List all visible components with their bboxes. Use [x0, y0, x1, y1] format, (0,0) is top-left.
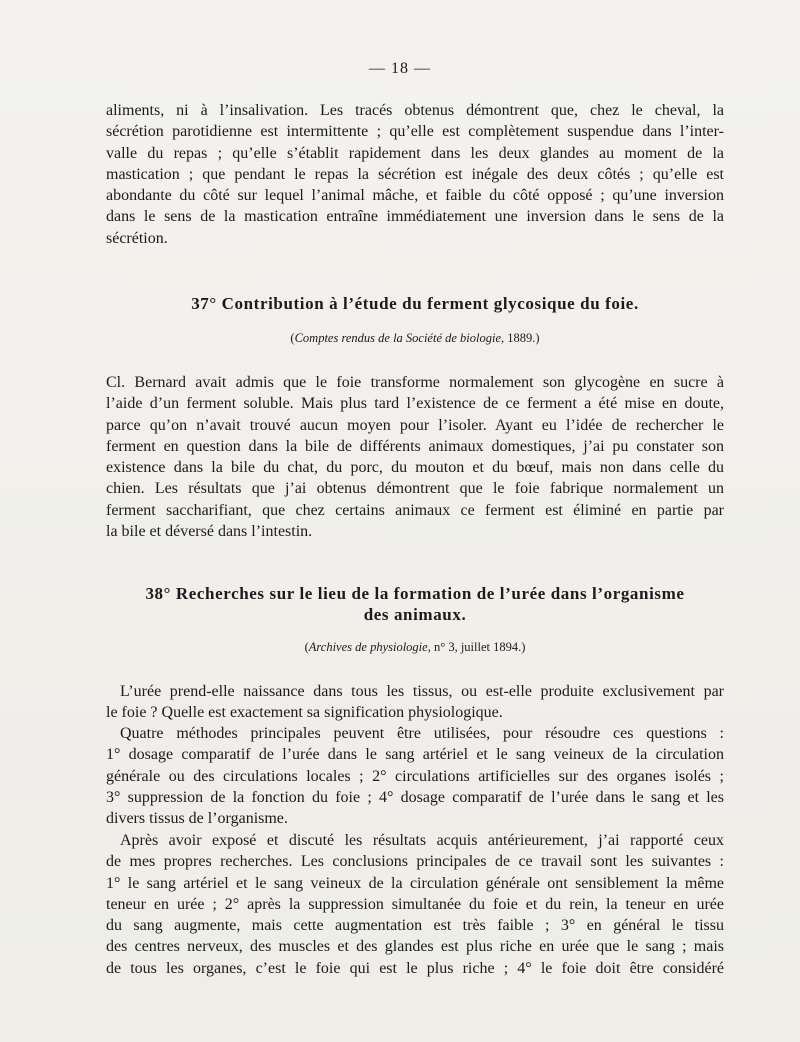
source-journal: Comptes rendus de la Société de biologie [294, 331, 502, 345]
section-37-body [106, 372, 724, 542]
section-38-paragraph-2 [106, 723, 724, 829]
text-line: chien. Les résultats que j’ai obtenus démontrent que le foie fabrique normalement un [106, 480, 724, 498]
text-line: 1° le sang artériel et le sang veineux de la circulation générale ont sensiblement la même [106, 874, 724, 892]
section-38-title-line-2: des animaux. [363, 605, 467, 624]
text-line: divers tissus de l’organisme. [106, 810, 288, 828]
text-line: sécrétion parotidienne est intermittente ; qu’elle est complètement suspendue dans l’inter- [106, 123, 724, 141]
text-line: l’aide d’un ferment soluble. Mais plus tard l’existence de ce ferment a été mise en doute, [106, 395, 724, 413]
text-line: Après avoir exposé et discuté les résultats acquis antérieurement, j’ai rapporté ceux [120, 832, 724, 849]
section-37-source [106, 331, 724, 346]
source-details: , n° 3, juillet 1894.) [427, 640, 526, 654]
text-line: sécrétion. [106, 229, 168, 247]
page-number: — 18 — [369, 60, 431, 77]
text-line: Quatre méthodes principales peuvent être utilisées, pour résoudre ces questions : [120, 725, 724, 742]
text-line: parce qu’on n’avait trouvé aucun moyen pour l’isoler. Ayant eu l’idée de rechercher le [106, 416, 724, 434]
text-line: générale ou des circulations locales ; 2° circulations artificielles sur des organes isolés ; [106, 767, 724, 785]
text-line: dans le sens de la mastication entraîne immédiatement une inversion dans le sens de la [106, 208, 724, 226]
text-line: L’urée prend-elle naissance dans tous les tissus, ou est-elle produite exclusivement par [120, 683, 724, 700]
text-line: aliments, ni à l’insalivation. Les tracés obtenus démontrent que, chez le cheval, la [106, 102, 724, 119]
text-line: de tous les organes, c’est le foie qui est le plus riche ; 4° le foie doit être considéré [106, 959, 724, 977]
text-line: du sang augmente, mais cette augmentation est très faible ; 3° en général le tissu [106, 917, 724, 935]
text-line: ferment en question dans la bile de différents animaux domestiques, j’ai pu constater son [106, 437, 724, 455]
intro-paragraph [106, 100, 724, 249]
section-38-title-line-1: 38° Recherches sur le lieu de la formation de l’urée dans l’organisme [145, 584, 685, 603]
text-line: teneur en urée ; 2° après la suppression simultanée du foie et du rein, la teneur en urée [106, 895, 724, 913]
text-line: mastication ; que pendant le repas la sécrétion est inégale des deux côtés ; qu’elle est [106, 165, 724, 183]
text-line: 3° suppression de la fonction du foie ; 4° dosage comparatif de l’urée dans le sang et les [106, 788, 724, 806]
text-line: Cl. Bernard avait admis que le foie transforme normalement son glycogène en sucre à [106, 374, 724, 391]
text-line: des centres nerveux, des muscles et des glandes est plus riche en urée que le sang ; mais [106, 938, 724, 956]
text-line: le foie ? Quelle est exactement sa signification physiologique. [106, 704, 503, 722]
source-open: ( [290, 331, 295, 345]
source-open: ( [304, 640, 309, 654]
section-38-paragraph-3 [106, 830, 724, 979]
text-line: ferment saccharifiant, que chez certains animaux ce ferment est éliminé en partie par [106, 501, 724, 519]
text-line: existence dans la bile du chat, du porc, du mouton et du bœuf, mais non dans celle du [106, 459, 724, 477]
text-line: 1° dosage comparatif de l’urée dans le sang artériel et le sang veineux de la circulation [106, 746, 724, 764]
section-38-paragraph-1 [106, 681, 724, 724]
text-line: valle du repas ; qu’elle s’établit rapidement dans les deux glandes au moment de la [106, 144, 724, 162]
source-details: , 1889.) [501, 331, 540, 345]
text-line: la bile et déversé dans l’intestin. [106, 523, 313, 541]
text-line: de mes propres recherches. Les conclusions principales de ce travail sont les suivantes : [106, 853, 724, 871]
section-38-title [106, 583, 724, 625]
source-journal: Archives de physiologie [308, 640, 428, 654]
text-line: abondante du côté sur lequel l’animal mâche, et faible du côté opposé ; qu’une inversion [106, 187, 724, 205]
section-38-source [106, 640, 724, 655]
section-37-title: 37° Contribution à l’étude du ferment glycosique du foie. [191, 294, 639, 313]
